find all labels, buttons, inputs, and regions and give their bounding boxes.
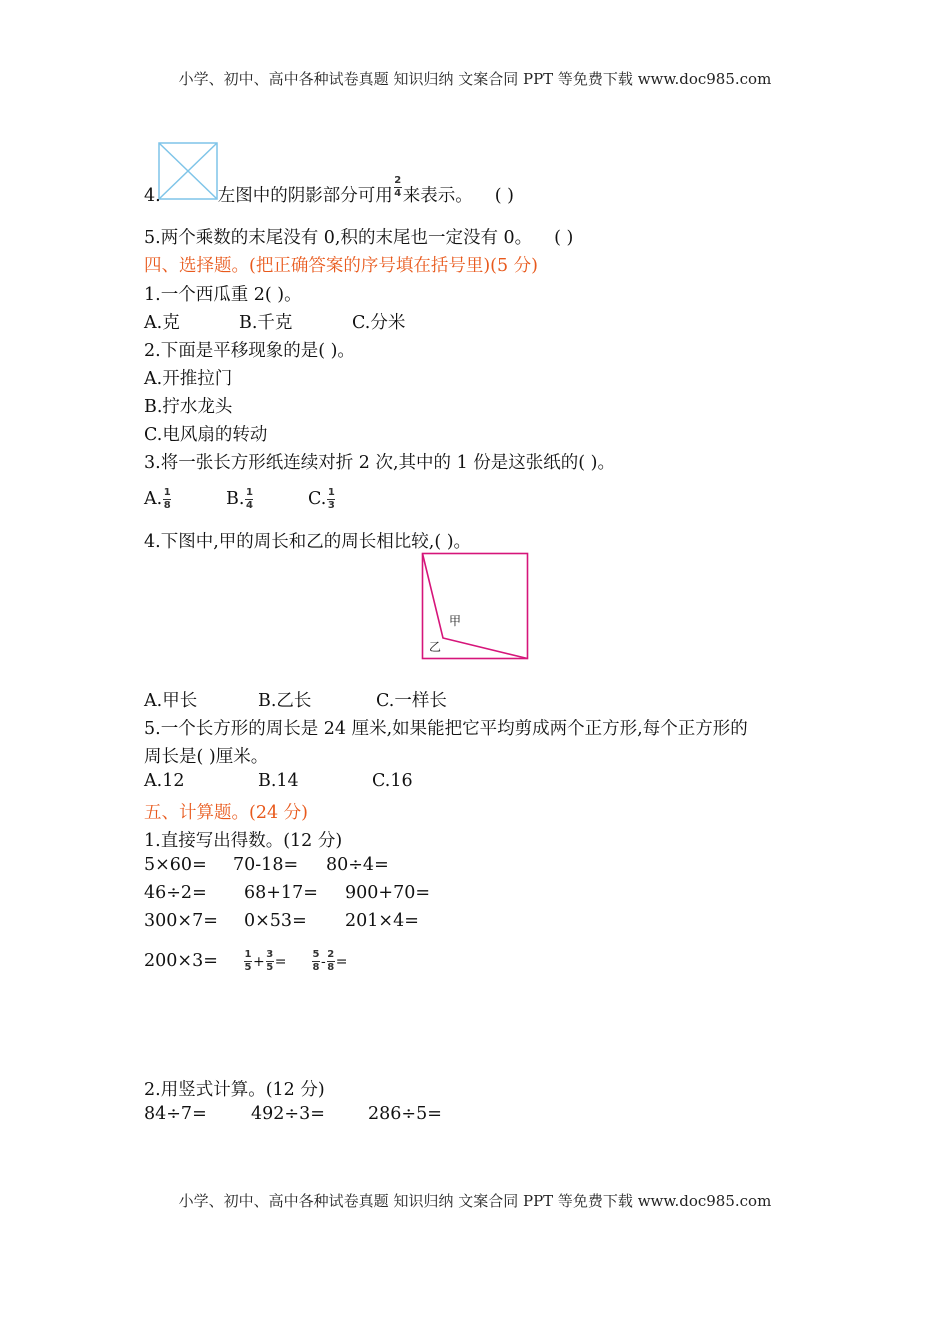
section5-title: 五、计算题。(24 分)	[144, 803, 308, 823]
option-c[interactable]: C.电风扇的转动	[144, 425, 268, 445]
fraction: $\frac{1}{8}$	[163, 487, 171, 511]
option-b[interactable]: B.乙长	[258, 691, 312, 711]
option-c[interactable]: C. $\frac{1}{3}$	[308, 487, 335, 511]
judge-q4: 4. 左图中的阴影部分可用 $\frac{2}{4}$ 来表示。 ( )	[144, 175, 514, 206]
option-c[interactable]: C.16	[372, 771, 413, 791]
fraction: $\frac{3}{5}$	[266, 949, 274, 973]
calc-item: 0×53=	[244, 911, 307, 931]
option-a[interactable]: A.甲长	[144, 691, 198, 711]
answer-blank[interactable]: ( )	[554, 228, 574, 248]
calc-item: 84÷7=	[144, 1104, 207, 1124]
option-c[interactable]: C.一样长	[376, 691, 447, 711]
calc-item: 300×7=	[144, 911, 218, 931]
calc-item: 5×60=	[144, 855, 207, 875]
calc-item: 80÷4=	[326, 855, 389, 875]
label-yi: 乙	[429, 640, 442, 654]
calc-item: 68+17=	[244, 883, 318, 903]
s4-q4-options	[144, 687, 447, 712]
option-b[interactable]: B. $\frac{1}{4}$	[226, 487, 253, 511]
section4-title: 四、选择题。(把正确答案的序号填在括号里)(5 分)	[144, 256, 539, 276]
fraction: $\frac{1}{5}$	[244, 949, 252, 973]
calc-row	[144, 1104, 442, 1124]
calc-item: 201×4=	[345, 911, 419, 931]
calc-row	[144, 911, 419, 931]
fraction: $\frac{1}{3}$	[327, 487, 335, 511]
judge-q5: 5.两个乘数的末尾没有 0,积的末尾也一定没有 0。 ( )	[144, 228, 574, 248]
fraction: $\frac{5}{8}$	[312, 949, 320, 973]
s4-q5-stem-line2: 周长是( )厘米。	[144, 747, 269, 767]
s4-q4-stem: 4.下图中,甲的周长和乙的周长相比较,( )。	[144, 532, 472, 552]
calc-item: 70-18=	[233, 855, 299, 875]
answer-blank[interactable]: ( )	[494, 186, 514, 206]
perimeter-figure	[421, 552, 529, 660]
page-footer: 小学、初中、高中各种试卷真题 知识归纳 文案合同 PPT 等免费下载 www.doc985.com	[178, 1192, 772, 1210]
s5-p1-title: 1.直接写出得数。(12 分)	[144, 831, 343, 851]
option-b[interactable]: B.拧水龙头	[144, 397, 233, 417]
calc-row	[144, 950, 347, 973]
s4-q3-stem: 3.将一张长方形纸连续对折 2 次,其中的 1 份是这张纸的( )。	[144, 453, 615, 473]
s4-q5-stem-line1: 5.一个长方形的周长是 24 厘米,如果能把它平均剪成两个正方形,每个正方形的	[144, 719, 748, 739]
s4-q5-options	[144, 771, 413, 791]
s4-q1-options	[144, 309, 405, 334]
option-a[interactable]: A.开推拉门	[144, 369, 233, 389]
calc-row	[144, 883, 430, 903]
s4-q3-options	[144, 488, 336, 511]
calc-item: 492÷3=	[251, 1104, 325, 1124]
label-jia: 甲	[449, 614, 462, 628]
fraction: $\frac{2}{4}$	[394, 175, 402, 199]
s5-p2-title: 2.用竖式计算。(12 分)	[144, 1080, 325, 1100]
option-b[interactable]: B.千克	[239, 313, 293, 333]
option-a[interactable]: A. $\frac{1}{8}$	[144, 487, 171, 511]
calc-row	[144, 855, 389, 875]
calc-item: 200×3=	[144, 951, 218, 971]
fraction: $\frac{2}{8}$	[327, 949, 335, 973]
page-header: 小学、初中、高中各种试卷真题 知识归纳 文案合同 PPT 等免费下载 www.doc985.com	[178, 70, 772, 88]
s4-q2-stem: 2.下面是平移现象的是( )。	[144, 341, 355, 361]
option-a[interactable]: A.12	[144, 771, 185, 791]
s4-q1-stem: 1.一个西瓜重 2( )。	[144, 285, 302, 305]
calc-item: $\frac{5}{8}$ - $\frac{2}{8}$ =	[312, 949, 348, 973]
calc-item: 286÷5=	[368, 1104, 442, 1124]
option-c[interactable]: C.分米	[352, 313, 406, 333]
option-b[interactable]: B.14	[258, 771, 299, 791]
calc-item: $\frac{1}{5}$ + $\frac{3}{5}$ =	[244, 949, 287, 973]
calc-item: 46÷2=	[144, 883, 207, 903]
option-a[interactable]: A.克	[144, 313, 180, 333]
fraction: $\frac{1}{4}$	[245, 487, 253, 511]
calc-item: 900+70=	[345, 883, 430, 903]
